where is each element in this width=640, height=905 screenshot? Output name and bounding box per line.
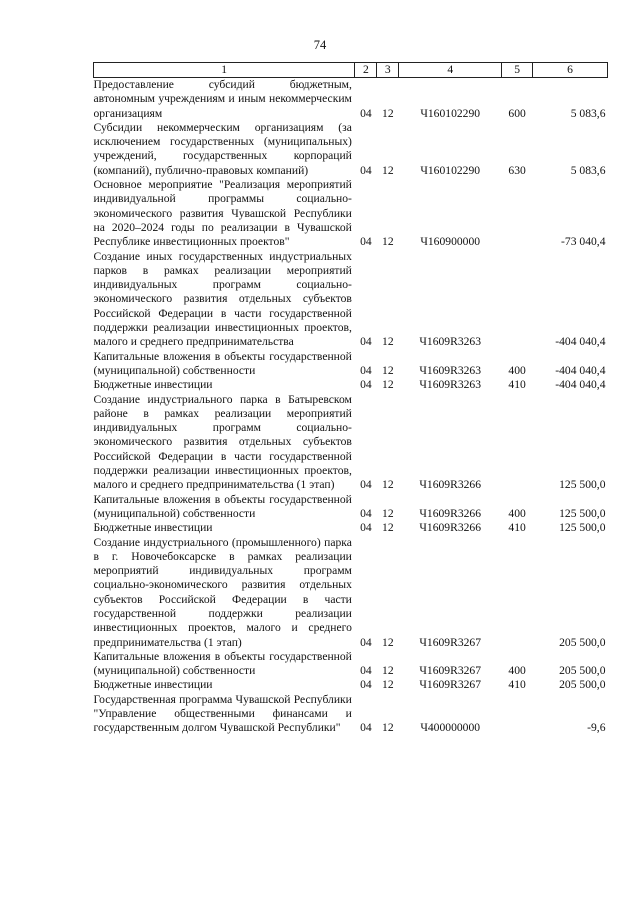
row-expense-type: 400: [508, 363, 526, 377]
row-expense-type: [502, 393, 533, 493]
row-expense-type: [502, 536, 533, 650]
row-amount: 125 500,0: [559, 521, 606, 535]
row-target-article: Ч1609R3267: [419, 678, 482, 692]
row-target-article: Ч1609R3267: [419, 635, 482, 649]
table-row: [94, 121, 608, 178]
row-section-code: 04: [360, 363, 372, 377]
row-subsection-code: 12: [382, 506, 394, 520]
row-section-code: 04: [360, 106, 372, 120]
row-description: Создание индустриального парка в Батыревском районе в рамках реализации мероприятий индивидуальных программ социально-экономического развития отдельных субъектов Российской Федерации в части государственной поддержки реализации инвестиционных проектов, малого и среднего предпринимательства (1 этап): [93, 392, 352, 492]
row-description: Капитальные вложения в объекты государственной (муниципальной) собственности: [93, 649, 352, 678]
row-amount: -73 040,4: [561, 235, 606, 249]
row-target-article: Ч160102290: [420, 106, 481, 120]
row-amount: -404 040,4: [555, 378, 606, 392]
row-description: Государственная программа Чувашской Республики "Управление общественными финансами и государственным долгом Чувашской Республики": [93, 692, 352, 735]
row-subsection-code: 12: [382, 521, 394, 535]
row-expense-type: [502, 178, 533, 249]
row-section-code: 04: [360, 506, 372, 520]
row-section-code: 04: [360, 678, 372, 692]
row-target-article: Ч1609R3266: [419, 521, 482, 535]
page-number: 74: [313, 38, 327, 52]
header-col-3: 3: [377, 63, 399, 78]
row-target-article: Ч1609R3263: [419, 363, 482, 377]
header-col-4: 4: [399, 63, 502, 78]
row-description: Основное мероприятие "Реализация мероприятий индивидуальной программы социально-экономического развития Чувашской Республики на 2020–2024 годы по реализации в Чувашской Республике инвестиционных проектов": [93, 178, 352, 249]
row-section-code: 04: [360, 378, 372, 392]
row-target-article: Ч400000000: [420, 721, 481, 735]
table-row: [94, 250, 608, 350]
row-expense-type: [502, 250, 533, 350]
table-row: [94, 693, 608, 736]
row-amount: -404 040,4: [555, 335, 606, 349]
table-row: [94, 521, 608, 535]
header-col-6: 6: [533, 63, 608, 78]
row-section-code: 04: [360, 335, 372, 349]
row-subsection-code: 12: [382, 106, 394, 120]
table-row: [94, 650, 608, 679]
row-description: Создание индустриального (промышленного) парка в г. Новочебоксарске в рамках реализации мероприятий индивидуальных программ социально-экономического развития отдельных субъектов Российской Федерации в части государственной поддержки реализации инвестиционных проектов, малого и среднего предпринимательства (1 этап): [93, 535, 352, 649]
table-body: [94, 78, 608, 736]
row-target-article: Ч1609R3266: [419, 506, 482, 520]
row-section-code: 04: [360, 664, 372, 678]
header-col-1: 1: [94, 63, 355, 78]
row-amount: -9,6: [587, 721, 606, 735]
row-amount: 5 083,6: [570, 163, 606, 177]
row-amount: 125 500,0: [559, 506, 606, 520]
row-target-article: Ч1609R3267: [419, 664, 482, 678]
row-expense-type: 630: [508, 163, 526, 177]
row-subsection-code: 12: [382, 635, 394, 649]
row-expense-type: 410: [508, 678, 526, 692]
header-col-5: 5: [502, 63, 533, 78]
table-row: [94, 678, 608, 692]
row-subsection-code: 12: [382, 678, 394, 692]
row-amount: 5 083,6: [570, 106, 606, 120]
row-description: Капитальные вложения в объекты государственной (муниципальной) собственности: [93, 492, 352, 520]
row-subsection-code: 12: [382, 235, 394, 249]
row-expense-type: 600: [508, 106, 526, 120]
row-expense-type: 410: [508, 521, 526, 535]
row-description: Бюджетные инвестиции: [93, 678, 213, 692]
table-row: [94, 178, 608, 249]
table-row: [94, 378, 608, 392]
row-target-article: Ч1609R3266: [419, 478, 482, 492]
row-subsection-code: 12: [382, 363, 394, 377]
row-subsection-code: 12: [382, 664, 394, 678]
row-section-code: 04: [360, 235, 372, 249]
row-target-article: Ч160102290: [420, 163, 481, 177]
row-description: Бюджетные инвестиции: [93, 378, 213, 392]
row-expense-type: 400: [508, 506, 526, 520]
row-target-article: Ч1609R3263: [419, 335, 482, 349]
row-subsection-code: 12: [382, 163, 394, 177]
row-amount: -404 040,4: [555, 363, 606, 377]
header-col-2: 2: [355, 63, 377, 78]
row-expense-type: 400: [508, 664, 526, 678]
table-row: [94, 493, 608, 522]
row-subsection-code: 12: [382, 721, 394, 735]
row-description: Предоставление субсидий бюджетным, автономным учреждениям и иным некоммерческим организациям: [93, 78, 352, 120]
row-subsection-code: 12: [382, 478, 394, 492]
table-row: [94, 393, 608, 493]
row-amount: 205 500,0: [559, 664, 606, 678]
row-section-code: 04: [360, 521, 372, 535]
row-description: Создание иных государственных индустриальных парков в рамках реализации мероприятий индивидуальных программ социально-экономического развития отдельных субъектов Российской Федерации в части государственной поддержки реализации инвестиционных проектов, малого и среднего предпринимательства: [93, 249, 352, 349]
row-subsection-code: 12: [382, 378, 394, 392]
row-amount: 205 500,0: [559, 635, 606, 649]
table-row: [94, 350, 608, 379]
row-section-code: 04: [360, 163, 372, 177]
budget-table: [93, 62, 608, 736]
row-target-article: Ч160900000: [420, 235, 481, 249]
row-target-article: Ч1609R3263: [419, 378, 482, 392]
row-section-code: 04: [360, 478, 372, 492]
row-description: Бюджетные инвестиции: [93, 521, 213, 535]
row-section-code: 04: [360, 721, 372, 735]
table-row: [94, 536, 608, 650]
column-number-header-row: [94, 63, 608, 78]
row-amount: 125 500,0: [559, 478, 606, 492]
row-amount: 205 500,0: [559, 678, 606, 692]
table-row: [94, 78, 608, 121]
row-description: Субсидии некоммерческим организациям (за исключением государственных (муниципальных) учреждений, государственных корпораций (компаний), публично-правовых компаний): [93, 120, 352, 177]
row-expense-type: [502, 693, 533, 736]
row-description: Капитальные вложения в объекты государственной (муниципальной) собственности: [93, 349, 352, 377]
row-expense-type: 410: [508, 378, 526, 392]
row-section-code: 04: [360, 635, 372, 649]
row-subsection-code: 12: [382, 335, 394, 349]
